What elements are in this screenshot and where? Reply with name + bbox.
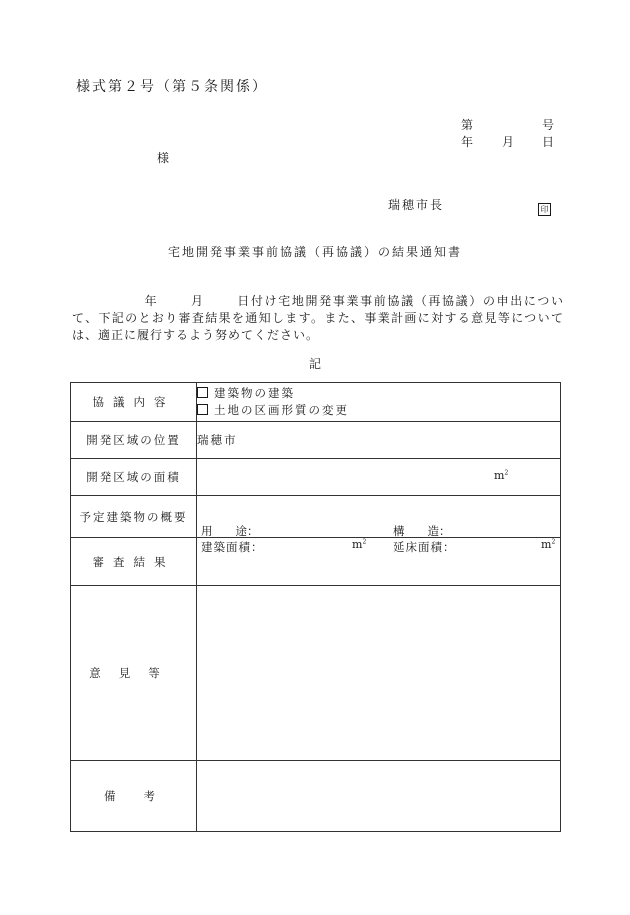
row-label-remarks: 備考 [71, 761, 197, 832]
form-number-title: 様式第２号（第５条関係） [76, 79, 268, 95]
date-year: 年 [461, 135, 476, 149]
body-paragraph [72, 293, 564, 344]
row-value-consultation [197, 383, 561, 422]
unit-sup: 2 [551, 537, 556, 545]
row-value-building-overview [197, 496, 561, 554]
unit-m: m [494, 469, 505, 482]
date-day: 日 [542, 135, 557, 149]
unit-m: m [352, 537, 363, 551]
option-land-label: 土地の区画形質の変更 [214, 403, 349, 417]
checkbox-land[interactable] [197, 404, 208, 415]
table-row [71, 422, 561, 459]
table-row [71, 538, 561, 586]
seal-mark [538, 197, 551, 216]
checkbox-building[interactable] [197, 387, 208, 398]
floor-area-label: 延床面積： [393, 539, 456, 554]
row-label-review-result: 審査結果 [71, 538, 197, 586]
unit-m: m [541, 537, 552, 551]
table-row [71, 586, 561, 761]
row-label-area: 開発区域の面積 [71, 459, 197, 496]
structure-label: 構 造： [393, 523, 451, 538]
table-row [71, 459, 561, 496]
row-label-building-overview: 予定建築物の概要 [71, 496, 197, 538]
row-label-opinions: 意見等 [71, 586, 197, 761]
number-prefix: 第 [461, 118, 476, 132]
table-row [71, 496, 561, 538]
row-value-opinions[interactable] [197, 586, 561, 761]
issuer-name: 瑞穂市長 [388, 198, 445, 212]
body-year: 年 [144, 294, 159, 308]
unit-sup: 2 [362, 537, 367, 545]
document-title: 宅地開発事業事前協議（再協議）の結果通知書 [167, 245, 462, 259]
row-value-location: 瑞穂市 [197, 422, 561, 459]
option-land [197, 402, 560, 419]
date-month: 月 [502, 135, 517, 149]
result-table [70, 382, 561, 832]
unit-m2 [494, 469, 508, 482]
table-row [71, 761, 561, 832]
building-area-label: 建築面積： [201, 539, 264, 554]
seal-icon: 印 [538, 203, 551, 216]
row-value-review-result[interactable] [197, 538, 561, 586]
table-row [71, 383, 561, 422]
body-month: 月 [190, 294, 205, 308]
number-suffix: 号 [542, 118, 557, 132]
ki-heading: 記 [309, 357, 324, 371]
option-building [197, 385, 560, 402]
row-label-consultation: 協議内容 [71, 383, 197, 422]
row-label-location: 開発区域の位置 [71, 422, 197, 459]
addressee-suffix: 様 [157, 151, 172, 165]
option-building-label: 建築物の建築 [214, 386, 295, 400]
use-label: 用 途： [201, 523, 259, 538]
row-value-remarks[interactable] [197, 761, 561, 832]
body-text: 日付け宅地開発事業事前協議（再協議）の申出について、下記のとおり審査結果を通知します。また、事業計画に対する意見等については、適正に履行するよう努めてください。 [72, 294, 564, 342]
unit-sup: 2 [504, 469, 509, 477]
row-value-area [197, 459, 561, 496]
